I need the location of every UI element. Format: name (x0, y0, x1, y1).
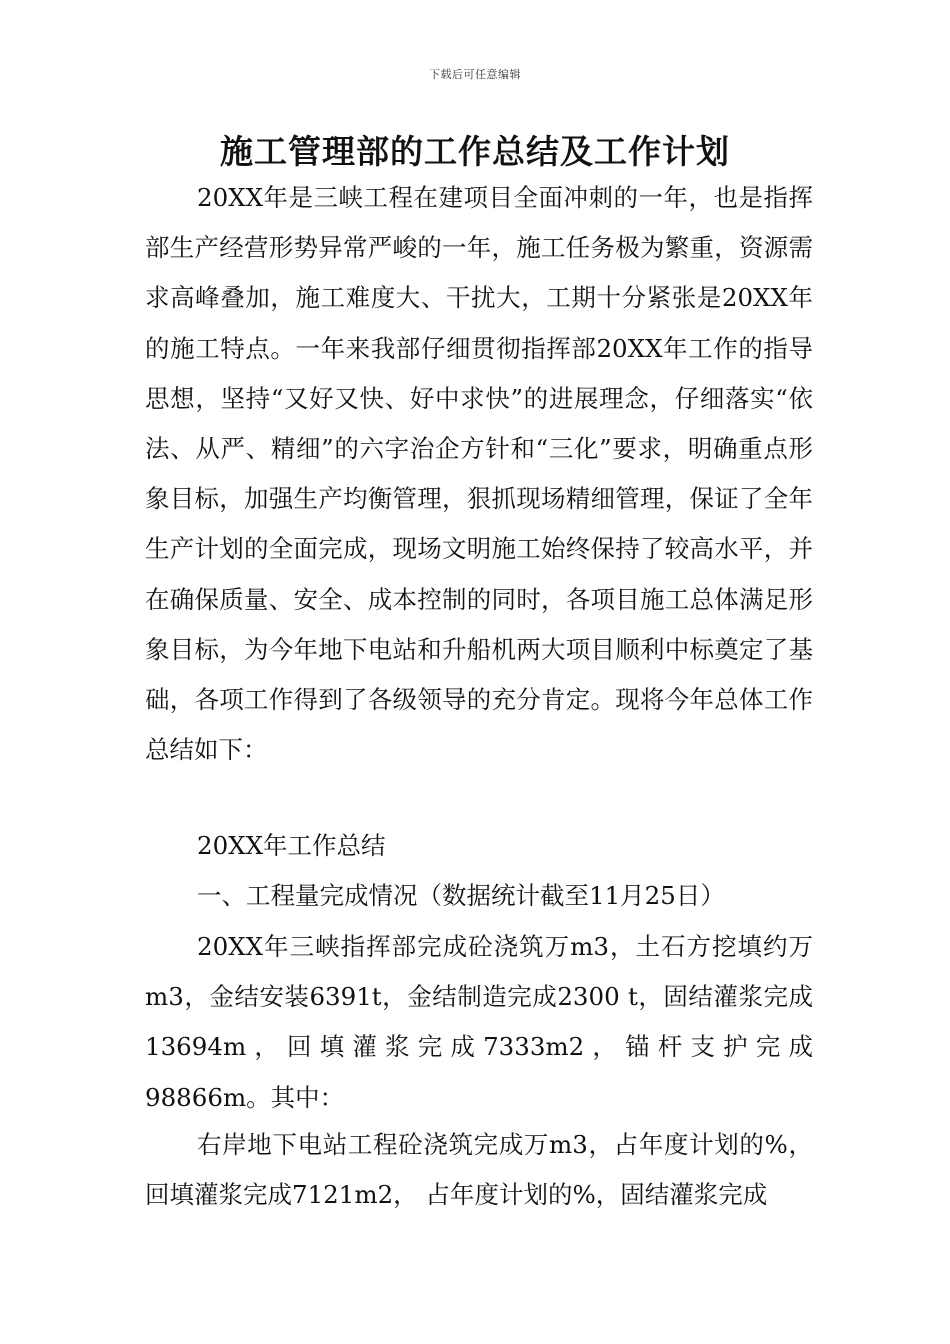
paragraph-quantities: 20XX年三峡指挥部完成砼浇筑万m3，土石方挖填约万m3，金结安装6391t，金结制造完成2300 t，固结灌浆完成13694m，回填灌浆完成7333m2，锚杆支护完成98866m。其中： (145, 932, 813, 1112)
header-note: 下载后可任意编辑 (429, 68, 521, 81)
paragraph-intro: 20XX年是三峡工程在建项目全面冲刺的一年，也是指挥部生产经营形势异常严峻的一年，施工任务极为繁重，资源需求高峰叠加，施工难度大、干扰大，工期十分紧张是20XX年的施工特点。一年来我部仔细贯彻指挥部20XX年工作的指导思想，坚持“又好又快、好中求快”的进展理念，仔细落实“依法、从严、精细”的六字治企方针和“三化”要求，明确重点形象目标，加强生产均衡管理，狠抓现场精细管理，保证了全年生产计划的全面完成，现场文明施工始终保持了较高水平，并在确保质量、安全、成本控制的同时，各项目施工总体满足形象目标，为今年地下电站和升船机两大项目顺利中标奠定了基础，各项工作得到了各级领导的充分肯定。现将今年总体工作总结如下： (145, 183, 813, 765)
paragraph-right-bank: 右岸地下电站工程砼浇筑完成万m3，占年度计划的%，回填灌浆完成7121m2， 占年度计划的%，固结灌浆完成 (145, 1130, 813, 1210)
document-title: 施工管理部的工作总结及工作计划 (220, 132, 730, 171)
section-heading-quantities: 一、工程量完成情况（数据统计截至11月25日） (197, 881, 725, 910)
section-heading-summary: 20XX年工作总结 (197, 831, 386, 860)
